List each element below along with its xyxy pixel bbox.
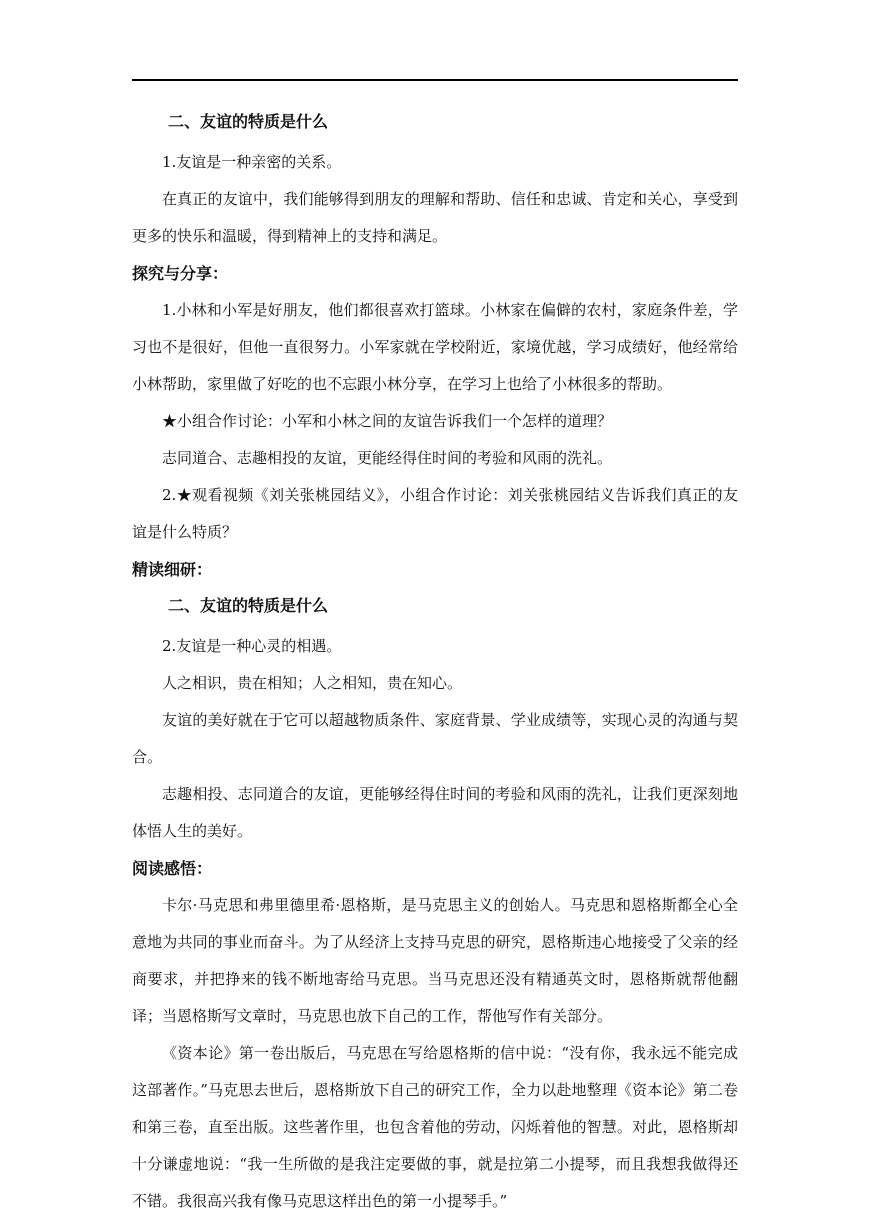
document-body — [132, 104, 738, 1220]
section-subheading: 二、友谊的特质是什么 — [168, 596, 329, 615]
task-text: ★小组合作讨论：小军和小林之间的友谊告诉我们一个怎样的道理？ — [162, 412, 613, 430]
paragraph: 友谊的美好就在于它可以超越物质条件、家庭背景、学业成绩等，实现心灵的沟通与契合。 — [132, 711, 738, 766]
study-heading: 精读细研： — [132, 560, 213, 579]
case-paragraph: 1.小林和小军是好朋友，他们都很喜欢打篮球。小林家在偏僻的农村，家庭条件差，学习也不是很好，但他一直很努力。小军家就在学校附近，家境优越，学习成绩好，他经常给小林帮助，家里做了好吃的也不忘跟小林分享，在学习上也给了小林很多的帮助。 — [132, 301, 738, 393]
header-rule — [132, 79, 738, 81]
reading-heading: 阅读感悟： — [132, 859, 213, 878]
quote-text: 人之相识，贵在相知；人之相知，贵在知心。 — [162, 674, 463, 692]
paragraph: 志趣相投、志同道合的友谊，更能够经得住时间的考验和风雨的洗礼，让我们更深刻地体悟人生的美好。 — [132, 785, 738, 840]
explore-heading: 探究与分享： — [132, 264, 229, 283]
paragraph: 在真正的友谊中，我们能够得到朋友的理解和帮助、信任和忠诚、肯定和关心，享受到更多的快乐和温暖，得到精神上的支持和满足。 — [132, 190, 738, 245]
point-text-2: 2.友谊是一种心灵的相遇。 — [162, 637, 342, 655]
reading-paragraph: 《资本论》第一卷出版后，马克思在写给恩格斯的信中说：“没有你，我永远不能完成这部著作。”马克思去世后，恩格斯放下自己的研究工作，全力以赴地整理《资本论》第二卷和第三卷，直至出版。这些著作里，也包含着他的劳动，闪烁着他的智慧。对此，恩格斯却十分谦虚地说：“我一生所做的是我注定要做的事，就是拉第二小提琴，而且我想我做得还不错。我很高兴我有像马克思这样出色的第一小提琴手。” — [132, 1044, 738, 1210]
section-heading: 二、友谊的特质是什么 — [168, 112, 329, 131]
point-text: 1.友谊是一种亲密的关系。 — [162, 153, 342, 171]
task-text-2: 2.★观看视频《刘关张桃园结义》，小组合作讨论：刘关张桃园结义告诉我们真正的友谊是什么特质？ — [132, 486, 738, 541]
reading-paragraph: 卡尔·马克思和弗里德里希·恩格斯，是马克思主义的创始人。马克思和恩格斯都全心全意地为共同的事业而奋斗。为了从经济上支持马克思的研究，恩格斯违心地接受了父亲的经商要求，并把挣来的钱不断地寄给马克思。当马克思还没有精通英文时，恩格斯就帮他翻译；当恩格斯写文章时，马克思也放下自己的工作，帮他写作有关部分。 — [132, 896, 738, 1025]
answer-text: 志同道合、志趣相投的友谊，更能经得住时间的考验和风雨的洗礼。 — [162, 449, 613, 467]
